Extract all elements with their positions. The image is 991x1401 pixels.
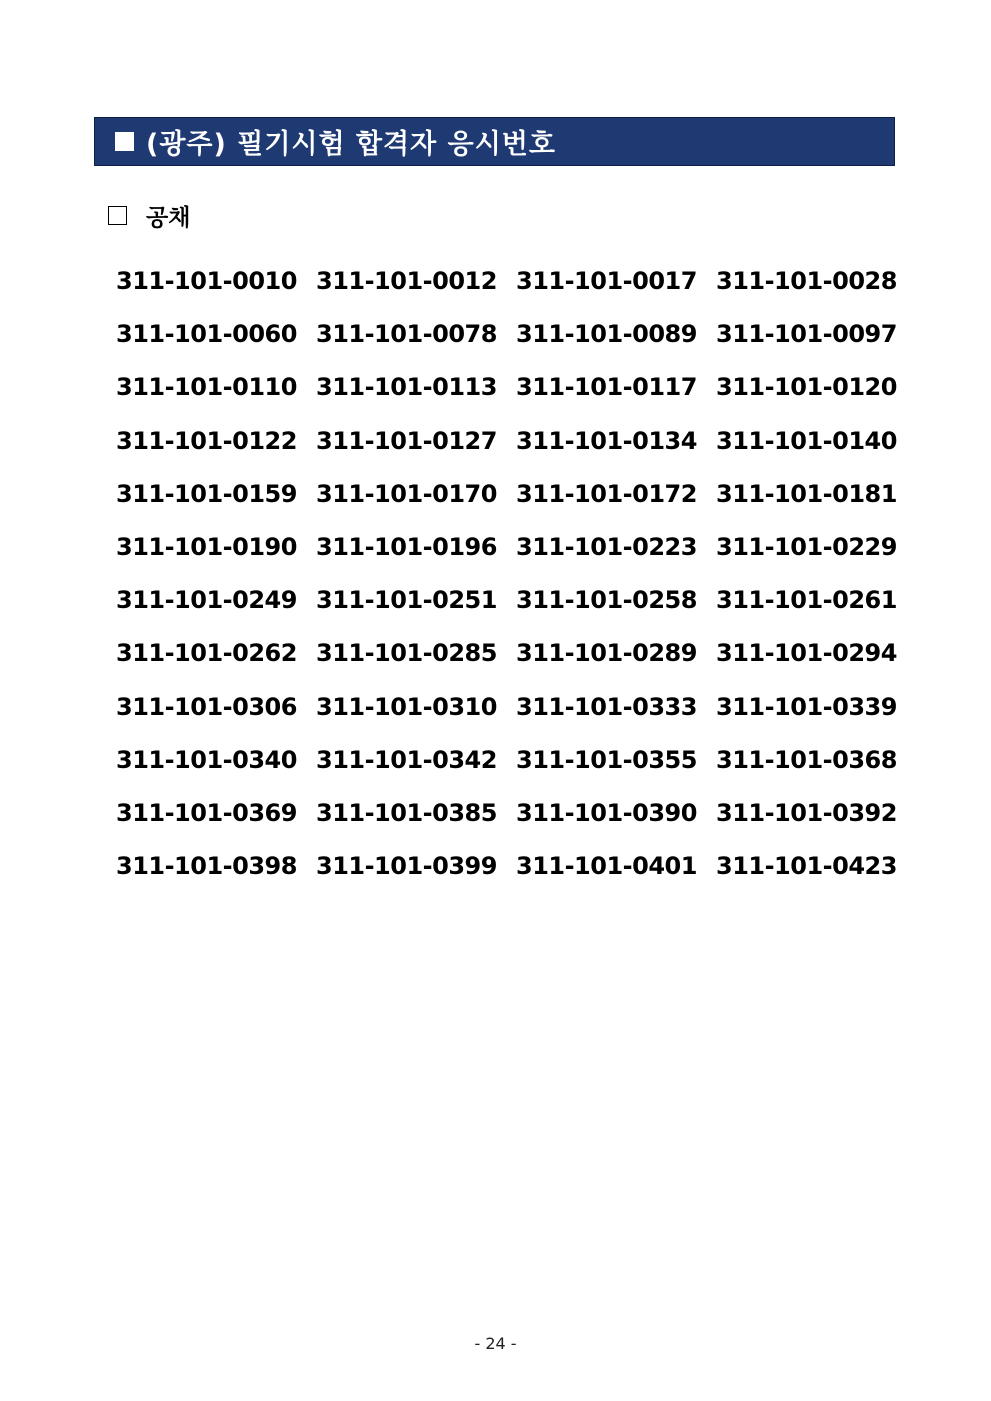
- exam-number: 311-101-0078: [316, 320, 497, 349]
- exam-number: 311-101-0339: [716, 692, 897, 721]
- exam-number: 311-101-0012: [316, 267, 497, 295]
- exam-number: 311-101-0369: [116, 798, 297, 827]
- exam-number: 311-101-0261: [716, 586, 897, 615]
- exam-number: 311-101-0122: [116, 426, 297, 455]
- exam-number: 311-101-0340: [116, 745, 297, 774]
- exam-number: 311-101-0342: [316, 745, 497, 774]
- exam-number: 311-101-0140: [716, 426, 897, 455]
- exam-number: 311-101-0392: [716, 798, 897, 827]
- exam-number: 311-101-0190: [116, 532, 297, 561]
- exam-number: 311-101-0355: [516, 745, 697, 774]
- exam-number: 311-101-0223: [516, 532, 697, 561]
- exam-number: 311-101-0089: [516, 320, 697, 349]
- exam-number: 311-101-0310: [316, 692, 497, 721]
- exam-number: 311-101-0010: [116, 267, 297, 295]
- page-number: - 24 -: [474, 1334, 517, 1353]
- exam-number: 311-101-0181: [716, 479, 897, 508]
- exam-number: 311-101-0306: [116, 692, 297, 721]
- subsection-heading: [108, 198, 190, 232]
- exam-number: 311-101-0401: [516, 852, 697, 881]
- exam-number: 311-101-0249: [116, 586, 297, 615]
- exam-number: 311-101-0258: [516, 586, 697, 615]
- subsection-label: 공채: [146, 204, 191, 231]
- exam-number: 311-101-0385: [316, 798, 497, 827]
- exam-number: 311-101-0333: [516, 692, 697, 721]
- exam-number: 311-101-0368: [716, 745, 897, 774]
- exam-number: 311-101-0251: [316, 586, 497, 615]
- exam-number: 311-101-0229: [716, 532, 897, 561]
- exam-number: 311-101-0172: [516, 479, 697, 508]
- filled-square-icon: [115, 132, 134, 151]
- exam-number: 311-101-0398: [116, 852, 297, 881]
- empty-square-icon: [108, 206, 127, 225]
- exam-number: 311-101-0399: [316, 852, 497, 881]
- exam-number: 311-101-0127: [316, 426, 497, 455]
- exam-number: 311-101-0120: [716, 373, 897, 402]
- exam-number: 311-101-0028: [716, 267, 897, 295]
- exam-number-list: [116, 255, 916, 893]
- exam-number: 311-101-0097: [716, 320, 897, 349]
- exam-number: 311-101-0060: [116, 320, 297, 349]
- exam-number: 311-101-0285: [316, 639, 497, 668]
- exam-number: 311-101-0113: [316, 373, 497, 402]
- exam-number: 311-101-0262: [116, 639, 297, 668]
- exam-number: 311-101-0390: [516, 798, 697, 827]
- exam-number: 311-101-0423: [716, 852, 897, 881]
- exam-number: 311-101-0170: [316, 479, 497, 508]
- exam-number: 311-101-0196: [316, 532, 497, 561]
- exam-number: 311-101-0134: [516, 426, 697, 455]
- exam-number: 311-101-0017: [516, 267, 697, 295]
- exam-number: 311-101-0294: [716, 639, 897, 668]
- section-title: (광주) 필기시험 합격자 응시번호: [146, 129, 556, 160]
- section-title-banner: [94, 117, 895, 166]
- exam-number: 311-101-0289: [516, 639, 697, 668]
- exam-number: 311-101-0110: [116, 373, 297, 402]
- exam-number: 311-101-0117: [516, 373, 697, 402]
- exam-number: 311-101-0159: [116, 479, 297, 508]
